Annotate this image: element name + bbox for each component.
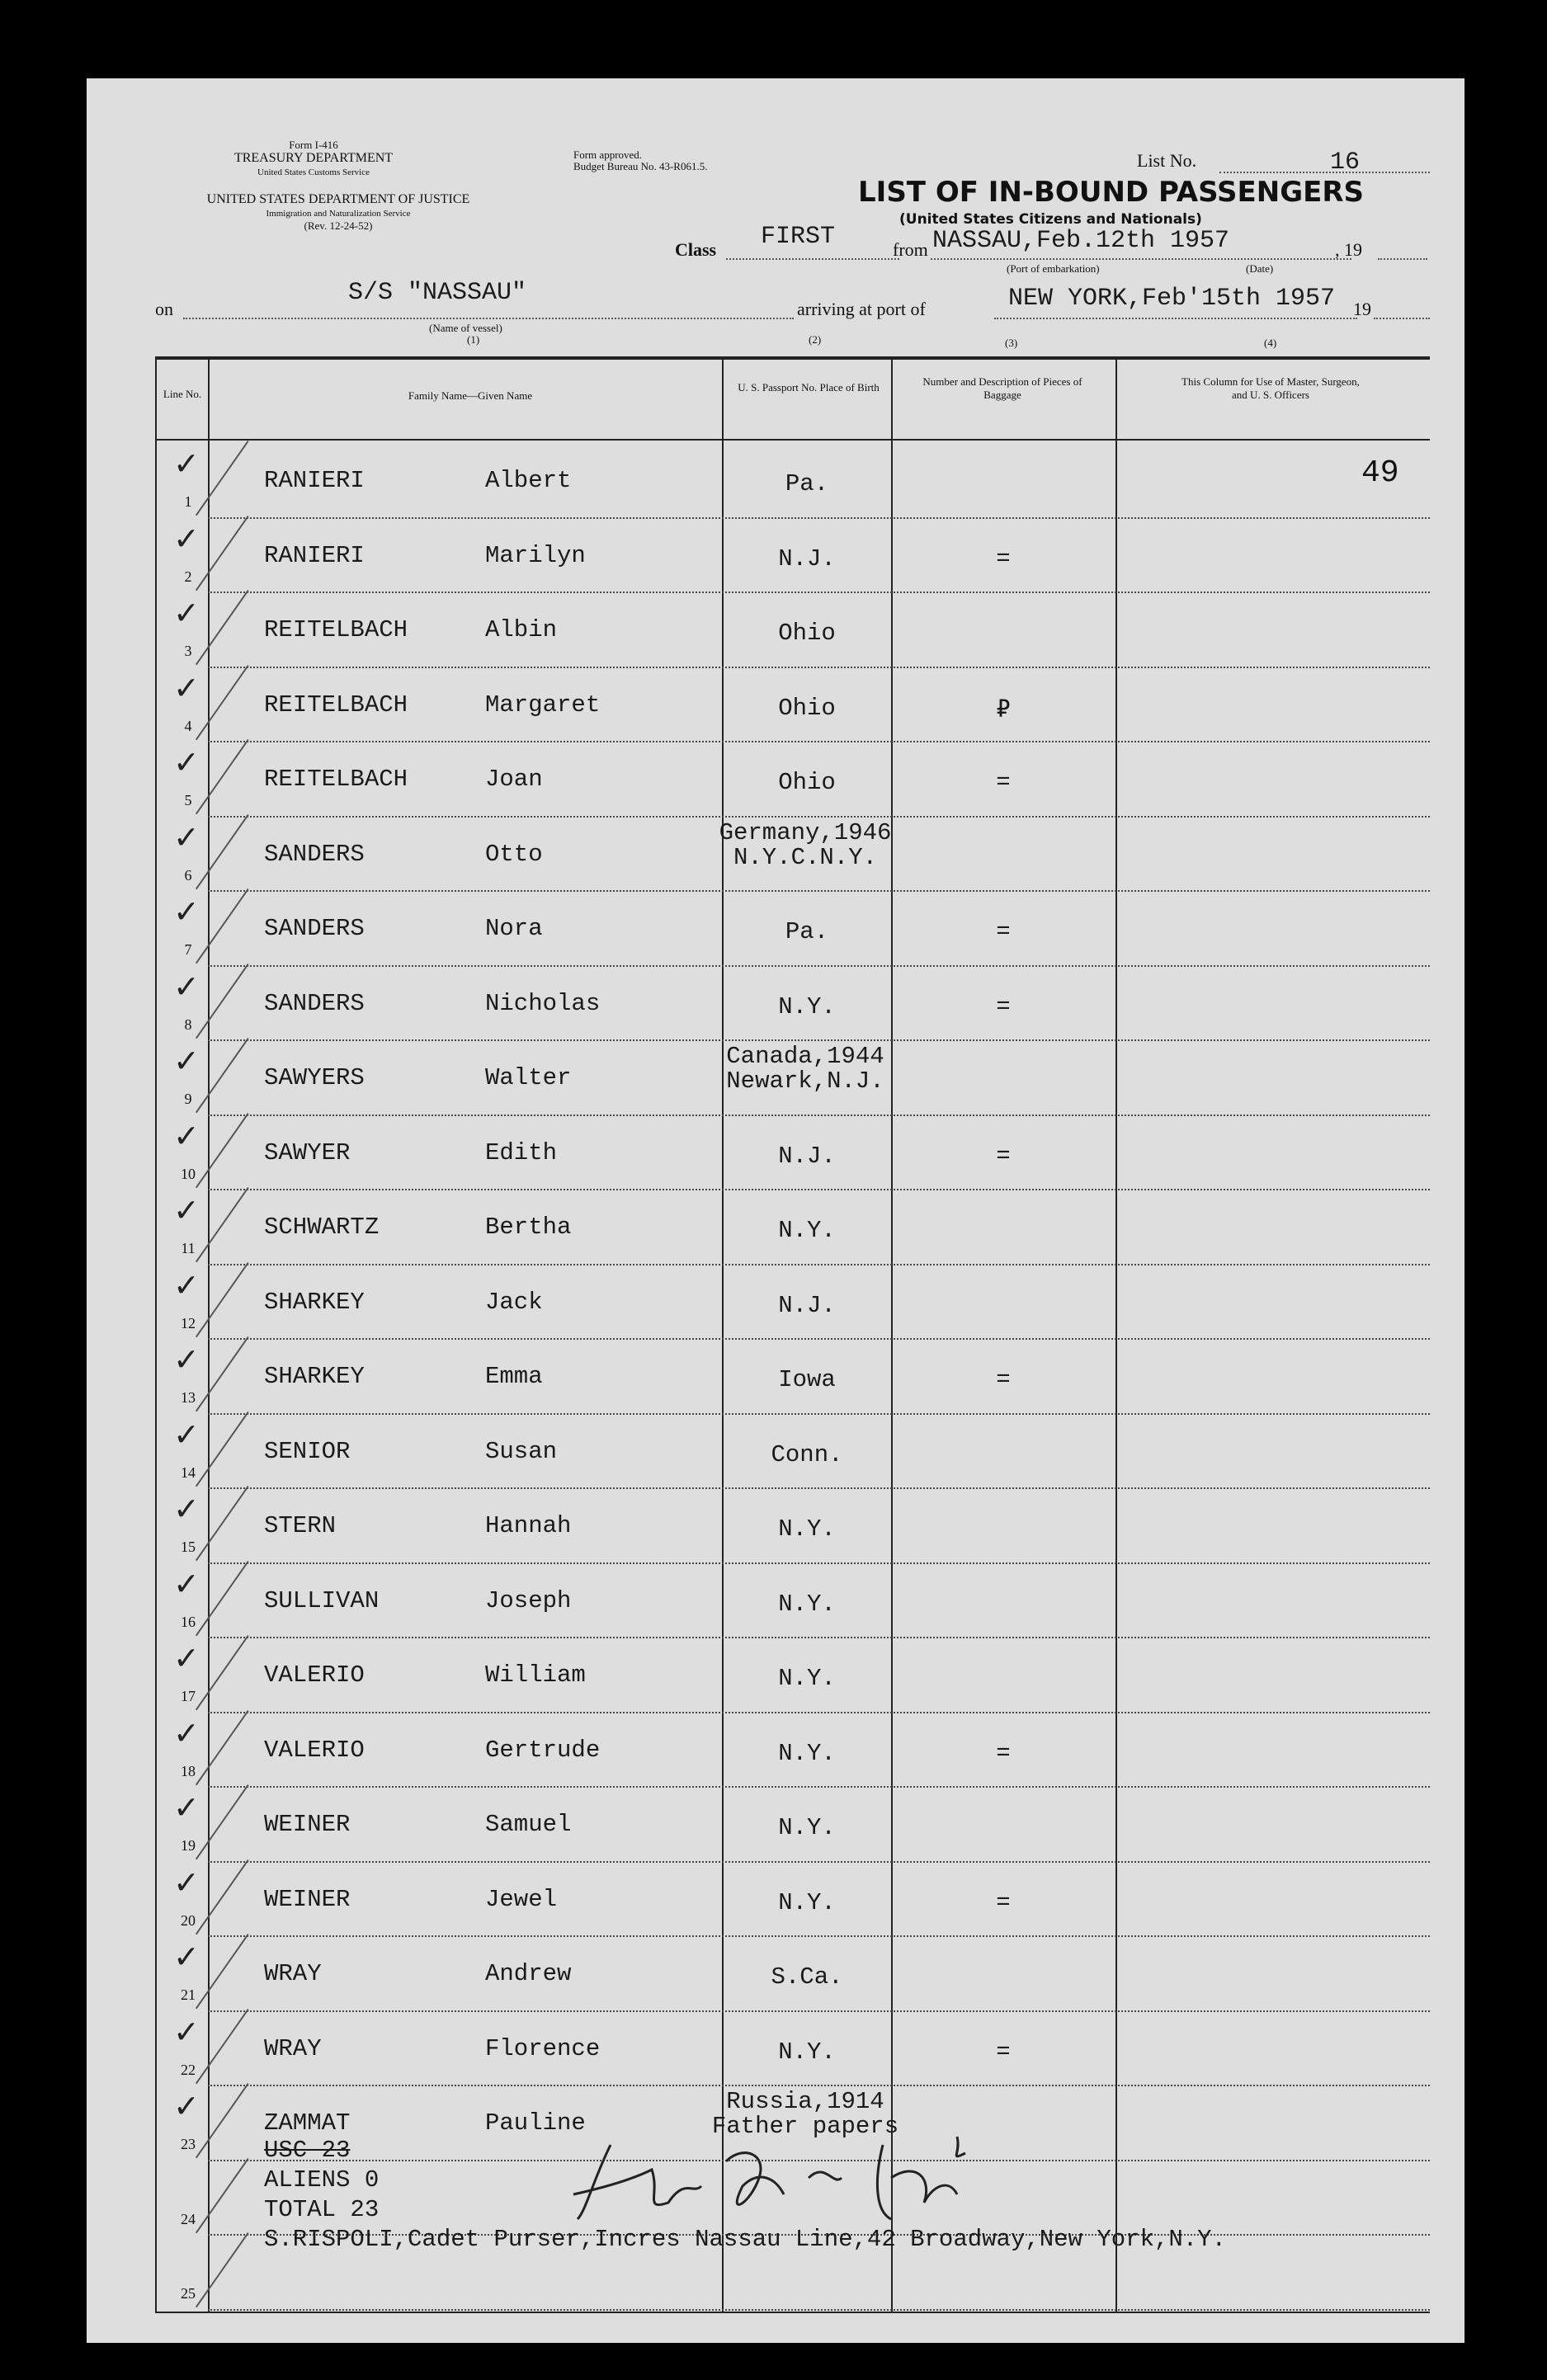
given-name: Emma xyxy=(485,1363,543,1390)
from-label: from xyxy=(893,239,928,260)
given-name: Edith xyxy=(485,1138,558,1166)
family-name: STERN xyxy=(264,1512,337,1539)
row-check-mark: ✓ xyxy=(173,1864,200,1901)
arrival-year: 19 xyxy=(1353,299,1371,319)
row-check-mark: ✓ xyxy=(173,1714,200,1751)
given-name: Florence xyxy=(485,2034,601,2062)
place-of-birth: N.Y. xyxy=(778,1739,836,1767)
arrival-year-line xyxy=(1374,318,1430,319)
col-divider-passport xyxy=(891,356,893,2312)
row-check-mark: ✓ xyxy=(173,1266,200,1303)
line-number: 17 xyxy=(181,1688,196,1704)
ins-service: Immigration and Naturalization Service xyxy=(266,209,411,219)
row-check-mark: ✓ xyxy=(173,1192,200,1228)
budget-bureau: Budget Bureau No. 43-R061.5. xyxy=(573,160,708,172)
form-number: Form I-416 xyxy=(289,139,338,151)
family-name: WEINER xyxy=(264,1811,351,1838)
row-check-mark: ✓ xyxy=(173,669,200,706)
row-check-mark: ✓ xyxy=(173,1640,200,1676)
given-name: Nicholas xyxy=(485,989,601,1017)
row-check-mark: ✓ xyxy=(173,968,200,1005)
row-divider xyxy=(208,1637,1430,1638)
given-name: Gertrude xyxy=(485,1736,601,1764)
line-number: 6 xyxy=(184,866,192,884)
line-number: 10 xyxy=(181,1165,196,1182)
baggage-mark: = xyxy=(996,1888,1011,1916)
grand-total: TOTAL 23 xyxy=(264,2196,380,2223)
place-of-birth: N.Y. xyxy=(778,1217,836,1244)
col-header-passport: U. S. Passport No. Place of Birth xyxy=(738,381,880,394)
table-header-border xyxy=(155,439,1430,441)
line-number: 19 xyxy=(181,1837,196,1854)
baggage-mark: = xyxy=(996,769,1011,796)
line-number: 9 xyxy=(184,1091,192,1107)
row-check-mark: ✓ xyxy=(173,595,200,631)
given-name: Nora xyxy=(485,915,543,942)
family-name: RANIERI xyxy=(264,541,365,569)
page-subtitle: (United States Citizens and Nationals) xyxy=(899,211,1202,228)
officer-note: 49 xyxy=(1361,455,1399,491)
row-divider xyxy=(208,965,1430,967)
row-divider xyxy=(208,2010,1430,2012)
from-value: NASSAU,Feb.12th 1957 xyxy=(932,227,1230,255)
row-check-mark: ✓ xyxy=(173,2088,200,2124)
line-number: 22 xyxy=(181,2061,196,2078)
line-number: 3 xyxy=(184,643,192,659)
line-number: 8 xyxy=(184,1016,192,1033)
col-divider-baggage xyxy=(1115,356,1117,2312)
baggage-mark: = xyxy=(996,992,1011,1020)
row-check-mark: ✓ xyxy=(173,1341,200,1378)
line-number: 25 xyxy=(181,2285,196,2302)
line-number: 13 xyxy=(181,1389,196,1406)
row-check-mark: ✓ xyxy=(173,1939,200,1975)
treasury-dept: TREASURY DEPARTMENT xyxy=(233,151,394,165)
row-divider xyxy=(208,1562,1430,1564)
class-line xyxy=(726,258,899,260)
col-header-officers: This Column for Use of Master, Surgeon, and U. S. Officers xyxy=(1181,375,1360,401)
page-title: LIST OF IN-BOUND PASSENGERS xyxy=(858,176,1364,209)
row-divider xyxy=(208,1115,1430,1116)
row-divider xyxy=(208,1413,1430,1415)
family-name: ZAMMAT xyxy=(264,2109,351,2137)
place-of-birth: N.Y. xyxy=(778,1515,836,1543)
given-name: Pauline xyxy=(485,2109,586,2137)
from-line xyxy=(931,258,1351,260)
list-no-label: List No. xyxy=(1137,150,1197,171)
baggage-mark: = xyxy=(996,1739,1011,1767)
family-name: WRAY xyxy=(264,1960,322,1987)
baggage-mark: = xyxy=(996,544,1011,573)
place-of-birth-detail: N.Y.C.N.Y. xyxy=(733,843,878,871)
row-divider xyxy=(208,2085,1430,2086)
family-name: SCHWARTZ xyxy=(264,1214,380,1241)
row-check-mark: ✓ xyxy=(173,2013,200,2050)
place-of-birth: N.Y. xyxy=(778,2038,836,2066)
line-number: 1 xyxy=(184,493,192,510)
place-of-birth: Conn. xyxy=(771,1440,843,1468)
row-divider xyxy=(208,741,1430,742)
baggage-mark: ₽ xyxy=(996,696,1011,724)
row-divider xyxy=(208,1861,1430,1863)
usc-total: USC 23 xyxy=(264,2137,351,2164)
row-divider xyxy=(208,667,1430,668)
family-name: SAWYERS xyxy=(264,1064,365,1091)
place-of-birth: N.J. xyxy=(778,1142,836,1170)
line-number: 18 xyxy=(181,1762,196,1779)
col-divider-line xyxy=(208,356,210,2312)
row-check-mark: ✓ xyxy=(173,893,200,930)
caption-3: (3) xyxy=(1005,337,1018,349)
vessel-value: S/S "NASSAU" xyxy=(348,279,527,307)
row-divider xyxy=(208,890,1430,892)
family-name: WRAY xyxy=(264,2034,322,2062)
family-name: RANIERI xyxy=(264,467,365,494)
row-divider xyxy=(208,1189,1430,1190)
vessel-line xyxy=(183,318,794,319)
place-of-birth: Pa. xyxy=(785,470,829,497)
given-name: William xyxy=(485,1661,586,1689)
arrival-value: NEW YORK,Feb'15th 1957 xyxy=(1008,285,1336,313)
caption-4: (4) xyxy=(1264,337,1277,349)
given-name: Albin xyxy=(485,616,558,643)
row-check-mark: ✓ xyxy=(173,1416,200,1453)
place-of-birth: N.J. xyxy=(778,1291,836,1319)
given-name: Marilyn xyxy=(485,541,586,569)
given-name: Andrew xyxy=(485,1960,572,1987)
place-of-birth: N.Y. xyxy=(778,1814,836,1841)
family-name: REITELBACH xyxy=(264,690,408,719)
line-number: 20 xyxy=(181,1911,196,1929)
arrival-line xyxy=(994,318,1357,319)
family-name: SHARKEY xyxy=(264,1288,365,1316)
family-name: REITELBACH xyxy=(264,616,408,643)
purser-line: S.RISPOLI,Cadet Purser,Incres Nassau Line,42 Broadway,New York,N.Y. xyxy=(264,2226,1226,2253)
place-of-birth: Russia,1914 xyxy=(726,2088,884,2115)
vessel-caption: (Name of vessel) xyxy=(429,322,502,334)
caption-2: (2) xyxy=(809,333,822,346)
row-check-mark: ✓ xyxy=(173,1043,200,1079)
family-name: SULLIVAN xyxy=(264,1586,380,1614)
row-divider xyxy=(208,1039,1430,1041)
given-name: Otto xyxy=(485,840,543,868)
given-name: Walter xyxy=(485,1064,572,1091)
aliens-total: ALIENS 0 xyxy=(264,2166,380,2194)
row-divider xyxy=(208,1786,1430,1788)
class-label: Class xyxy=(675,239,717,260)
col-header-line: Line No. xyxy=(163,388,202,400)
family-name: SANDERS xyxy=(264,915,365,942)
form-approved: Form approved. xyxy=(573,148,643,161)
customs-service: United States Customs Service xyxy=(257,167,370,177)
from-year-line xyxy=(1378,258,1427,260)
table-bottom-border xyxy=(155,2312,1430,2313)
baggage-mark: = xyxy=(996,918,1011,945)
line-number: 24 xyxy=(181,2210,196,2227)
place-of-birth: S.Ca. xyxy=(771,1963,843,1991)
place-of-birth: Germany,1946 xyxy=(719,818,892,846)
col-header-name: Family Name—Given Name xyxy=(408,389,533,402)
baggage-mark: = xyxy=(996,2038,1011,2066)
family-name: SAWYER xyxy=(264,1138,351,1166)
place-of-birth: N.Y. xyxy=(778,992,836,1020)
baggage-mark: = xyxy=(996,1366,1011,1393)
line-number: 5 xyxy=(184,792,192,808)
list-no-value: 16 xyxy=(1330,148,1361,177)
place-of-birth: Ohio xyxy=(778,694,836,722)
place-of-birth: Ohio xyxy=(778,620,836,647)
line-number: 21 xyxy=(181,1986,196,2003)
given-name: Jack xyxy=(485,1288,543,1316)
given-name: Jewel xyxy=(485,1885,558,1913)
row-divider xyxy=(208,1264,1430,1265)
col-divider-name xyxy=(722,356,724,2312)
line-number: 16 xyxy=(181,1613,196,1630)
row-divider xyxy=(208,1935,1430,1937)
baggage-mark: = xyxy=(996,1142,1011,1170)
handwritten-signature xyxy=(561,2128,990,2236)
row-check-mark: ✓ xyxy=(173,1117,200,1154)
date-caption: (Date) xyxy=(1246,262,1274,275)
given-name: Joan xyxy=(485,766,543,793)
place-of-birth-detail: Newark,N.J. xyxy=(726,1067,884,1095)
place-of-birth: N.Y. xyxy=(778,1888,836,1916)
given-name: Hannah xyxy=(485,1512,572,1539)
row-check-mark: ✓ xyxy=(173,1491,200,1527)
row-check-mark: ✓ xyxy=(173,445,200,482)
row-divider xyxy=(208,517,1430,519)
row-check-mark: ✓ xyxy=(173,1565,200,1602)
revision: (Rev. 12-24-52) xyxy=(304,219,373,232)
family-name: REITELBACH xyxy=(264,766,408,793)
family-name: VALERIO xyxy=(264,1661,365,1689)
justice-dept: UNITED STATES DEPARTMENT OF JUSTICE xyxy=(206,192,470,206)
row-check-mark: ✓ xyxy=(173,744,200,780)
table-left-border xyxy=(155,356,157,2312)
caption-1: (1) xyxy=(467,333,480,346)
row-divider xyxy=(208,1487,1430,1489)
given-name: Albert xyxy=(485,467,572,494)
family-name: WEINER xyxy=(264,1885,351,1913)
line-number: 2 xyxy=(184,568,192,585)
row-divider xyxy=(208,1712,1430,1713)
row-divider xyxy=(208,1338,1430,1340)
port-embarkation-caption: (Port of embarkation) xyxy=(1007,262,1100,275)
place-of-birth: Ohio xyxy=(778,769,836,796)
arriving-label: arriving at port of xyxy=(797,299,926,319)
line-number: 12 xyxy=(181,1314,196,1331)
line-number: 23 xyxy=(181,2136,196,2152)
place-of-birth: Pa. xyxy=(785,918,829,945)
family-name: SANDERS xyxy=(264,840,365,868)
on-label: on xyxy=(155,299,173,319)
line-number: 14 xyxy=(181,1463,196,1481)
class-value: FIRST xyxy=(761,223,836,251)
place-of-birth: Iowa xyxy=(778,1366,836,1393)
family-name: SENIOR xyxy=(264,1437,351,1465)
given-name: Margaret xyxy=(485,690,601,719)
row-check-mark: ✓ xyxy=(173,520,200,557)
row-check-mark: ✓ xyxy=(173,818,200,855)
family-name: VALERIO xyxy=(264,1736,365,1764)
row-divider xyxy=(208,591,1430,593)
place-of-birth: Canada,1944 xyxy=(726,1043,884,1070)
place-of-birth: N.Y. xyxy=(778,1590,836,1618)
line-number: 4 xyxy=(184,717,192,734)
given-name: Samuel xyxy=(485,1811,572,1838)
family-name: SANDERS xyxy=(264,989,365,1017)
line-number: 7 xyxy=(184,941,192,958)
place-of-birth: N.J. xyxy=(778,544,836,573)
col-header-baggage: Number and Description of Pieces of Baggage xyxy=(922,375,1082,401)
given-name: Bertha xyxy=(485,1214,572,1241)
list-no-line xyxy=(1219,172,1430,173)
family-name: SHARKEY xyxy=(264,1363,365,1390)
manifest-page xyxy=(87,78,1464,2343)
place-of-birth: N.Y. xyxy=(778,1665,836,1692)
table-top-border xyxy=(155,356,1430,360)
row-divider xyxy=(208,2309,1430,2311)
given-name: Susan xyxy=(485,1437,558,1465)
line-number: 15 xyxy=(181,1539,196,1555)
place-of-birth-detail: Father papers xyxy=(711,2113,899,2140)
row-check-mark: ✓ xyxy=(173,1789,200,1826)
given-name: Joseph xyxy=(485,1586,572,1614)
line-number: 11 xyxy=(181,1240,196,1256)
row-divider xyxy=(208,816,1430,818)
from-year-label: , 19 xyxy=(1335,239,1362,260)
